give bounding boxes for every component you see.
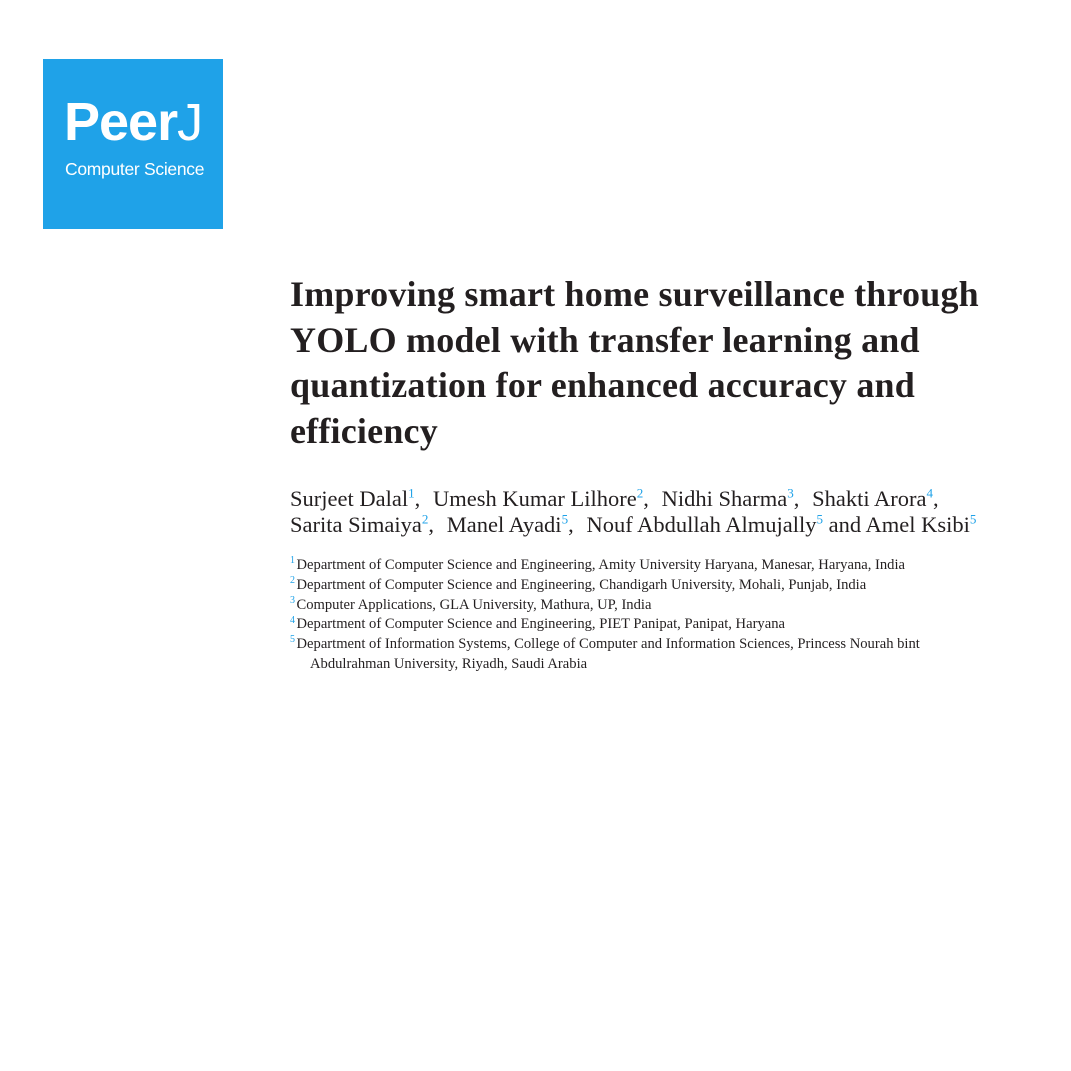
affiliation-item (290, 596, 1020, 616)
author-affiliation-mark: 5 (561, 511, 569, 527)
author-item (290, 512, 428, 537)
author-item (290, 486, 415, 511)
author-affiliation-mark: 2 (421, 511, 429, 527)
author-affiliation-mark: 5 (969, 511, 977, 527)
affiliation-text: Department of Computer Science and Engineering, PIET Panipat, Panipat, Haryana (296, 616, 785, 633)
affiliation-text: Department of Information Systems, College of Computer and Information Sciences, Princess Nourah bint (296, 636, 920, 653)
affiliation-text: Computer Applications, GLA University, Mathura, UP, India (296, 596, 652, 613)
author-name: Umesh Kumar Lilhore (433, 486, 637, 511)
affiliation-item (290, 615, 1020, 635)
author-name: Shakti Arora (812, 486, 927, 511)
affiliation-text-continued: Abdulrahman University, Riyadh, Saudi Arabia (310, 655, 588, 672)
author-item (586, 512, 823, 537)
article-header (290, 272, 1020, 675)
authors-and-word: and (828, 512, 862, 537)
author-name: Surjeet Dalal (290, 486, 409, 511)
author-separator: , (568, 512, 587, 537)
page-title: Improving smart home surveillance through YOLO model with transfer learning and quantization for enhanced accuracy and efficiency (290, 274, 979, 451)
affiliation-number: 3 (290, 594, 295, 606)
author-separator: , (643, 486, 662, 511)
author-affiliation-mark: 2 (636, 485, 644, 501)
affiliation-item (290, 576, 1020, 596)
logo-wordmark (64, 92, 203, 152)
author-affiliation-mark: 4 (926, 485, 934, 501)
peerj-logo (43, 59, 223, 229)
author-separator: , (428, 512, 447, 537)
author-item (662, 486, 794, 511)
author-separator: , (793, 486, 813, 511)
affiliation-number: 4 (290, 614, 295, 626)
author-list (290, 486, 1002, 538)
author-name: Nidhi Sharma (661, 486, 788, 511)
affiliation-number: 1 (290, 555, 295, 567)
author-separator: , (933, 486, 946, 511)
affiliation-item (290, 556, 1020, 576)
affiliation-text: Department of Computer Science and Engineering, Chandigarh University, Mohali, Punjab, India (296, 576, 867, 593)
author-item (812, 486, 933, 511)
affiliation-list (290, 556, 1020, 675)
author-item (433, 486, 643, 511)
author-affiliation-mark: 5 (816, 511, 823, 527)
author-item (447, 512, 568, 537)
author-name: Amel Ksibi (865, 512, 970, 537)
affiliation-number: 5 (290, 634, 295, 646)
logo-subtitle: Computer Science (65, 159, 205, 179)
affiliation-text: Department of Computer Science and Engineering, Amity University Haryana, Manesar, Haryana, India (296, 557, 906, 573)
affiliation-number: 2 (290, 574, 295, 586)
logo-wordmark-peer: Peer (64, 92, 178, 152)
author-separator: , (414, 486, 433, 511)
author-affiliation-mark: 3 (787, 485, 794, 501)
affiliation-item (290, 635, 1020, 675)
logo-wordmark-j: J (177, 94, 203, 152)
author-name: Sarita Simaiya (290, 512, 422, 537)
author-name: Nouf Abdullah Almujally (586, 512, 817, 537)
author-affiliation-mark: 1 (408, 485, 415, 501)
author-name: Manel Ayadi (446, 512, 562, 537)
author-item (866, 512, 977, 537)
